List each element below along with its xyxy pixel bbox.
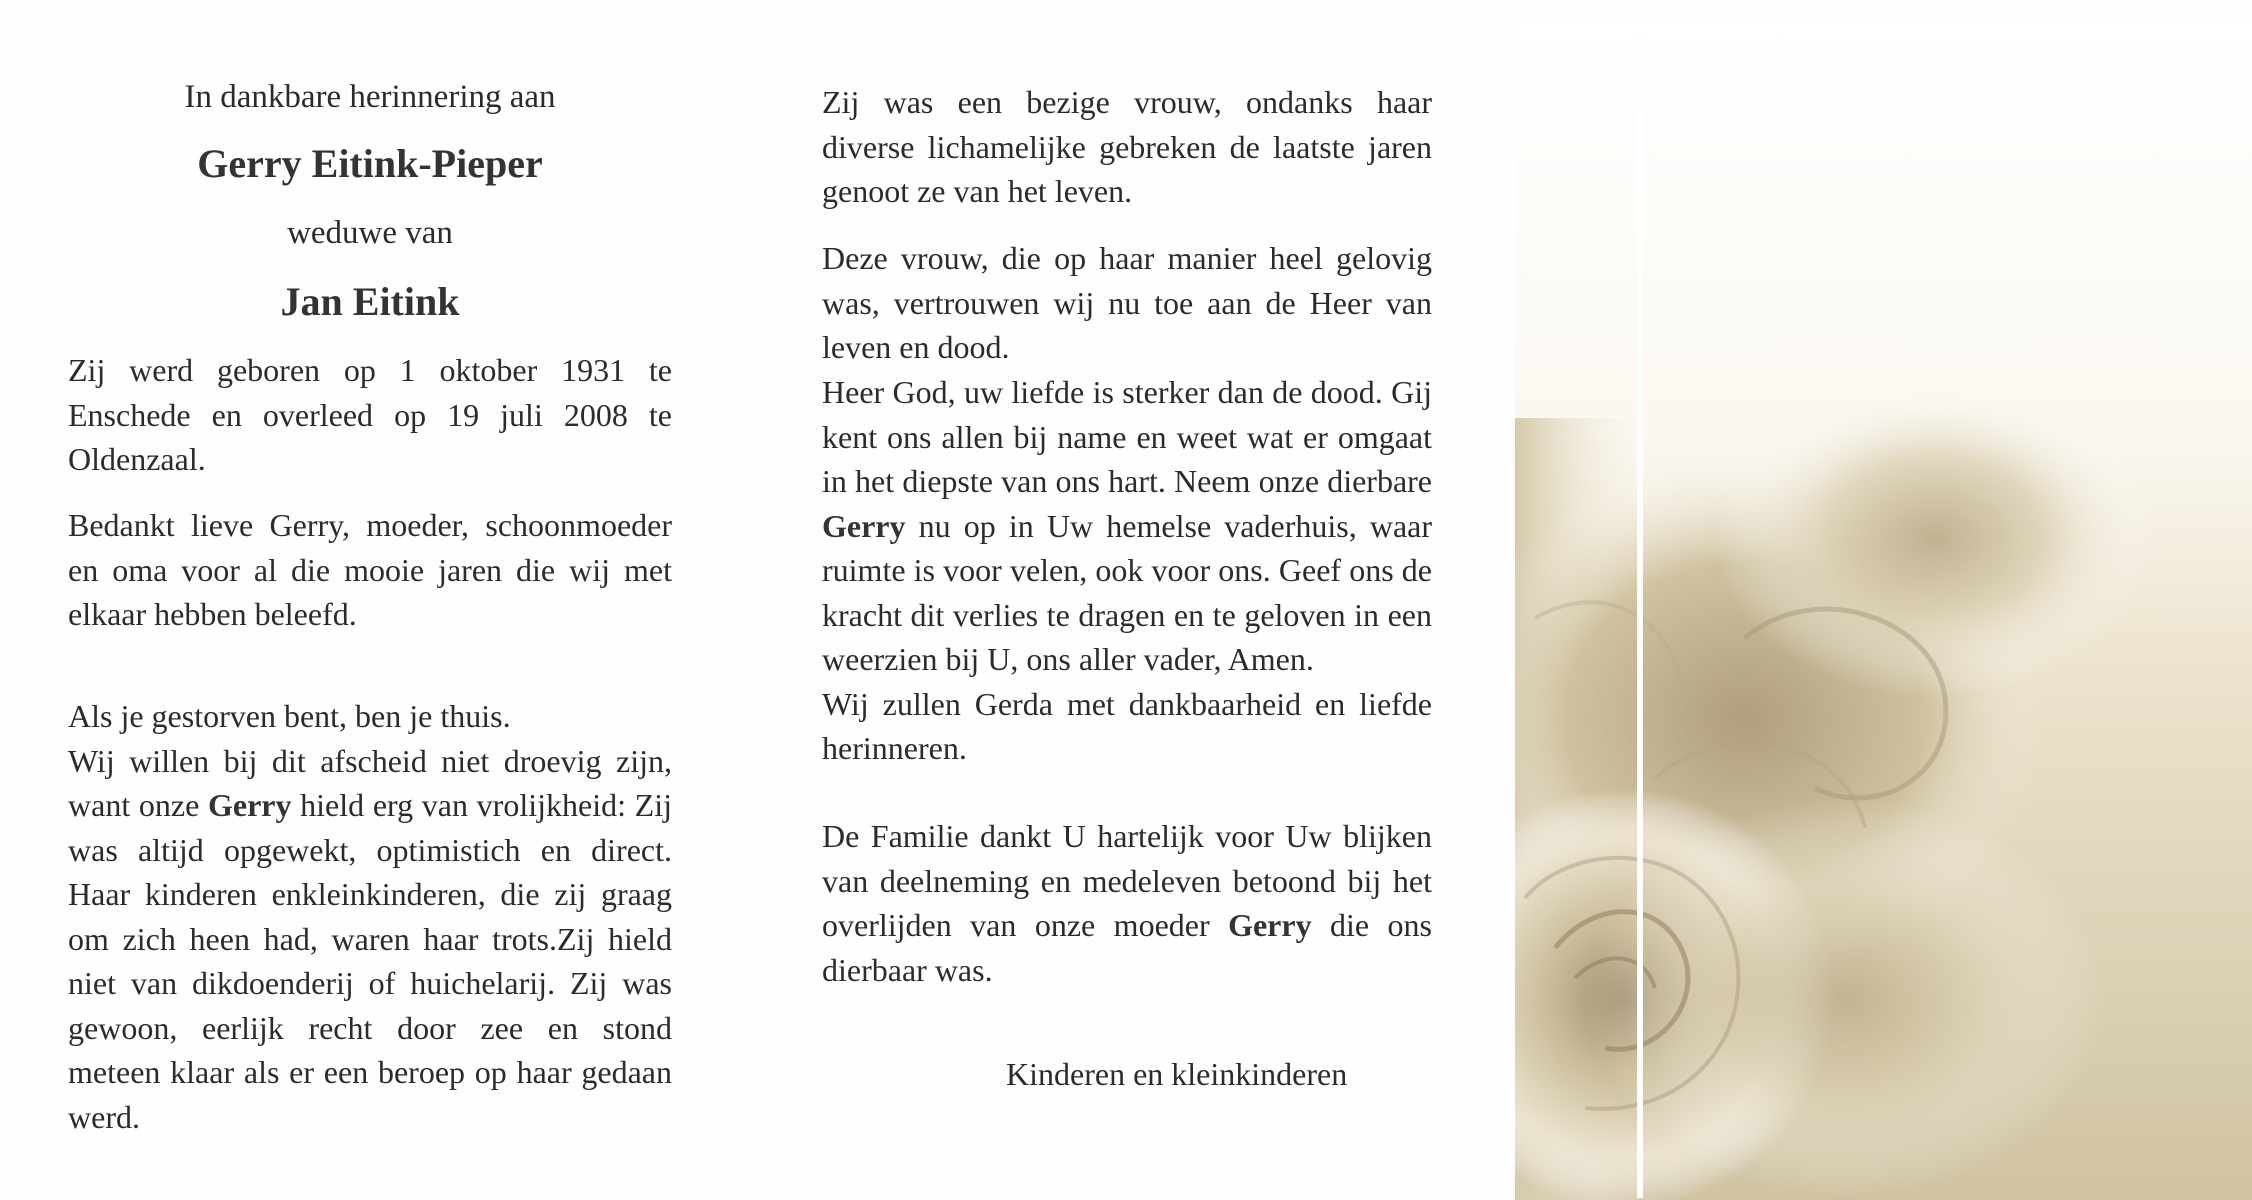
farewell-text-a: Wij willen bij dit afscheid niet droevig zijn, want onze — [68, 742, 672, 823]
family-thanks-text-a: De Familie dankt U hartelijk voor Uw blijken van deelneming en medeleven betoond bij het overlijden van onze moeder — [822, 818, 1432, 943]
prayer-paragraph — [822, 370, 1432, 771]
fold-line — [1637, 18, 1643, 1198]
husband-name: Jan Eitink — [280, 279, 460, 324]
farewell-text-b: hield erg van vrolijkheid: Zij was altijd opgewekt, optimistich en direct. Haar kinderen enkleinkinderen, die zij graag om zich heen had, waren haar trots.Zij hield niet van dikdoenderij of huichelarij. Zij was gewoon, eerlijk recht door zee en stond meteen klaar als er een beroep op haar gedaan werd. — [68, 787, 673, 1135]
white-rose-image — [1515, 18, 2252, 1200]
family-thanks-name-bold: Gerry — [1228, 907, 1312, 943]
prayer-name-bold: Gerry — [822, 507, 906, 544]
widow-of-line: weduwe van — [287, 215, 453, 251]
deceased-name: Gerry Eitink-Pieper — [197, 141, 543, 186]
intro-line: In dankbare herinnering aan — [184, 79, 556, 115]
prayer-text-b: nu op in Uw hemelse vaderhuis, waar ruimte is voor velen, ook voor ons. Geef ons de kracht dit verlies te dragen en te geloven in een weerzien bij U, ons aller vader, Amen. — [822, 507, 1432, 677]
family-thanks-paragraph — [822, 814, 1432, 992]
farewell-first-line: Als je gestorven bent, ben je thuis. — [68, 698, 511, 734]
faith-paragraph: Deze vrouw, die op haar manier heel gelovig was, vertrouwen wij nu toe aan de Heer van leven en dood. — [822, 240, 1432, 365]
farewell-name-bold: Gerry — [207, 787, 292, 823]
prayer-text-c: Wij zullen Gerda met dankbaarheid en liefde herinneren. — [822, 685, 1432, 766]
signature-line: Kinderen en kleinkinderen — [1006, 1056, 1348, 1092]
prayer-text-a: Heer God, uw liefde is sterker dan de dood. Gij kent ons allen bij name en weet wat er omgaat in het diepste van ons hart. Neem onze dierbare — [822, 374, 1432, 499]
busy-woman-paragraph: Zij was een bezige vrouw, ondanks haar diverse lichamelijke gebreken de laatste jaren genoot ze van het leven. — [822, 84, 1432, 209]
thanks-paragraph: Bedankt lieve Gerry, moeder, schoonmoeder en oma voor al die mooie jaren die wij met elkaar hebben beleefd. — [68, 507, 672, 632]
rose-illustration — [1515, 18, 2252, 1200]
family-thanks-text-b: die ons dierbaar was. — [822, 907, 1433, 988]
birth-death-paragraph: Zij werd geboren op 1 oktober 1931 te Enschede en overleed op 19 juli 2008 te Oldenzaal. — [68, 352, 672, 477]
farewell-paragraph — [68, 694, 672, 1139]
